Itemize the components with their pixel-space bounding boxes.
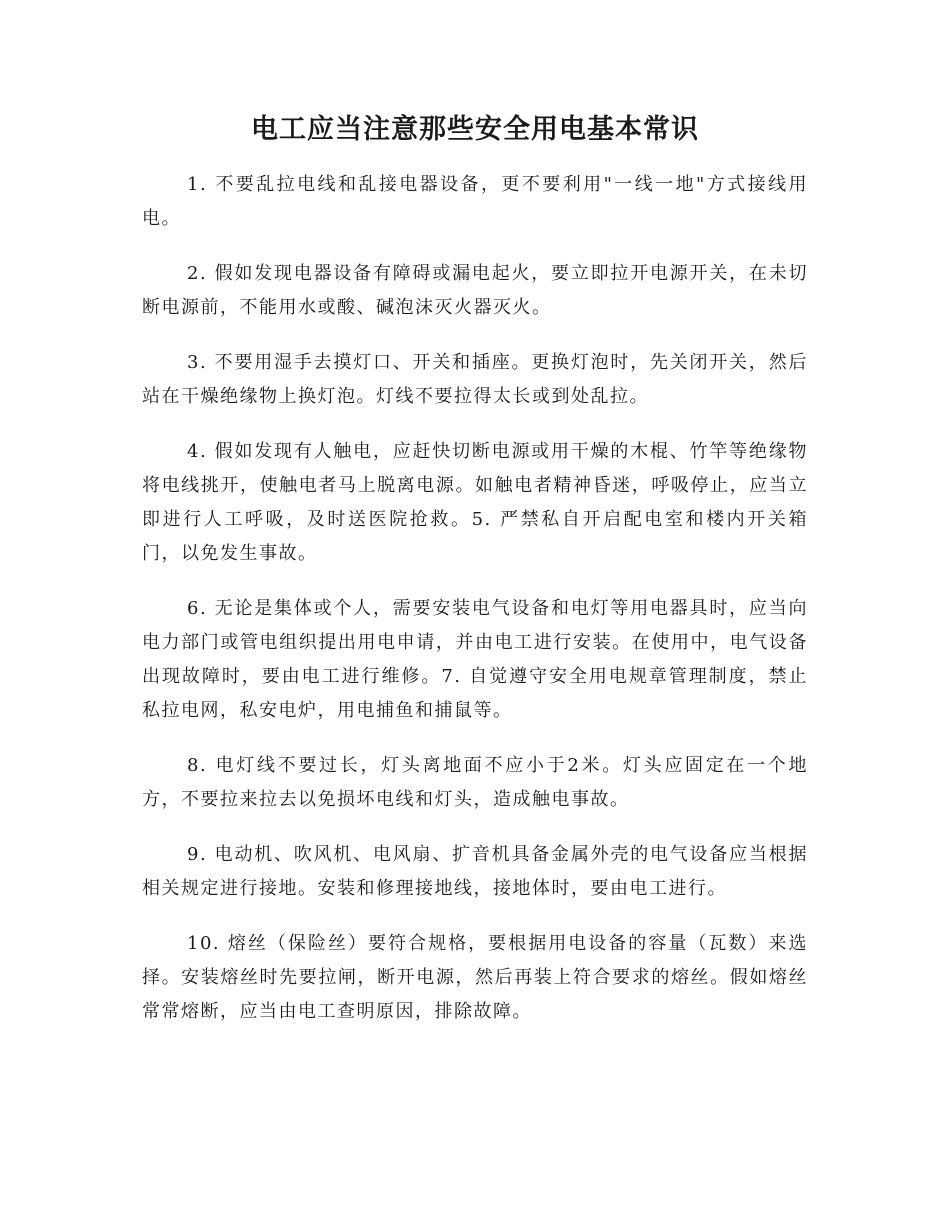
- document-title: 电工应当注意那些安全用电基本常识: [251, 114, 699, 145]
- paragraph-6: 8. 电灯线不要过长，灯头离地面不应小于2米。灯头应固定在一个地方，不要拉来拉去以免损坏电线和灯头，造成触电事故。: [142, 755, 808, 810]
- paragraph-3: 3. 不要用湿手去摸灯口、开关和插座。更换灯泡时，先关闭开关，然后站在干燥绝缘物上换灯泡。灯线不要拉得太长或到处乱拉。: [142, 352, 808, 407]
- paragraph-8: 10. 熔丝（保险丝）要符合规格，要根据用电设备的容量（瓦数）来选择。安装熔丝时先要拉闸，断开电源，然后再装上符合要求的熔丝。假如熔丝常常熔断，应当由电工查明原因，排除故障。: [142, 933, 808, 1022]
- paragraph-5: 6. 无论是集体或个人，需要安装电气设备和电灯等用电器具时，应当向电力部门或管电组织提出用电申请，并由电工进行安装。在使用中，电气设备出现故障时，要由电工进行维修。7. 自觉遵守安全用电规章管理制度，禁止私拉电网，私安电炉，用电捕鱼和捕鼠等。: [142, 598, 808, 721]
- paragraph-2: 2. 假如发现电器设备有障碍或漏电起火，要立即拉开电源开关，在未切断电源前，不能用水或酸、碱泡沫灭火器灭火。: [142, 263, 808, 318]
- paragraph-4: 4. 假如发现有人触电，应赶快切断电源或用干燥的木棍、竹竿等绝缘物将电线挑开，使触电者马上脱离电源。如触电者精神昏迷，呼吸停止，应当立即进行人工呼吸，及时送医院抢救。5. 严禁私自开启配电室和楼内开关箱门，以免发生事故。: [142, 441, 808, 564]
- paragraph-7: 9. 电动机、吹风机、电风扇、扩音机具备金属外壳的电气设备应当根据相关规定进行接地。安装和修理接地线，接地体时，要由电工进行。: [142, 844, 808, 899]
- paragraph-1: 1. 不要乱拉电线和乱接电器设备，更不要利用"一线一地"方式接线用电。: [142, 174, 808, 229]
